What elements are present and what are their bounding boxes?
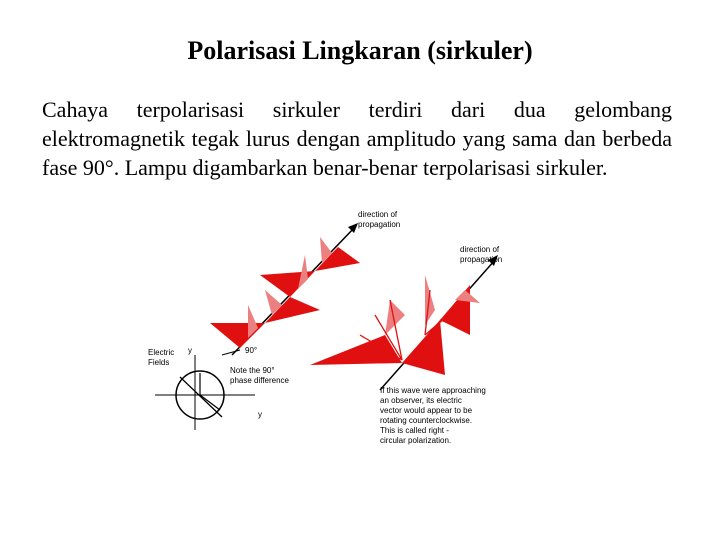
direction-label-1a: direction of (358, 210, 398, 219)
propagation-arrow-1 (348, 223, 358, 233)
phase-circle-diagram (155, 350, 255, 430)
wave-1-lobe (298, 255, 308, 289)
right-note-line: If this wave were approaching (380, 386, 486, 395)
note-label-b: phase difference (230, 376, 290, 385)
direction-label-2b: propagation (460, 255, 503, 264)
wave-2-lobe (310, 335, 402, 365)
wave-1 (210, 237, 360, 348)
right-note-line: This is called right - (380, 426, 449, 435)
electric-label-b: Fields (148, 358, 170, 367)
note-label-a: Note the 90° (230, 366, 275, 375)
right-note-line: vector would appear to be (380, 406, 473, 415)
circular-polarization-diagram (140, 205, 530, 465)
electric-label-a: Electric (148, 348, 175, 357)
direction-label-2a: direction of (460, 245, 500, 254)
phase-90-label: 90° (245, 346, 258, 355)
wave-2-lobe (402, 320, 445, 375)
wave-2-lobe (385, 300, 405, 335)
right-note (380, 386, 486, 445)
right-note-line: rotating counterclockwise. (380, 416, 473, 425)
direction-label-1b: propagation (358, 220, 401, 229)
slide-title: Polarisasi Lingkaran (sirkuler) (187, 36, 533, 65)
y-axis-label: y (188, 346, 192, 355)
y-axis-label-2: y (258, 410, 262, 419)
right-note-line: circular polarization. (380, 436, 452, 445)
right-note-line: an observer, its electric (380, 396, 462, 405)
body-paragraph: Cahaya terpolarisasi sirkuler terdiri dari dua gelombang elektromagnetik tegak lurus dengan amplitudo yang sama dan berbeda fase 90°. Lampu digambarkan benar-benar terpolarisasi sirkuler. (42, 97, 672, 180)
